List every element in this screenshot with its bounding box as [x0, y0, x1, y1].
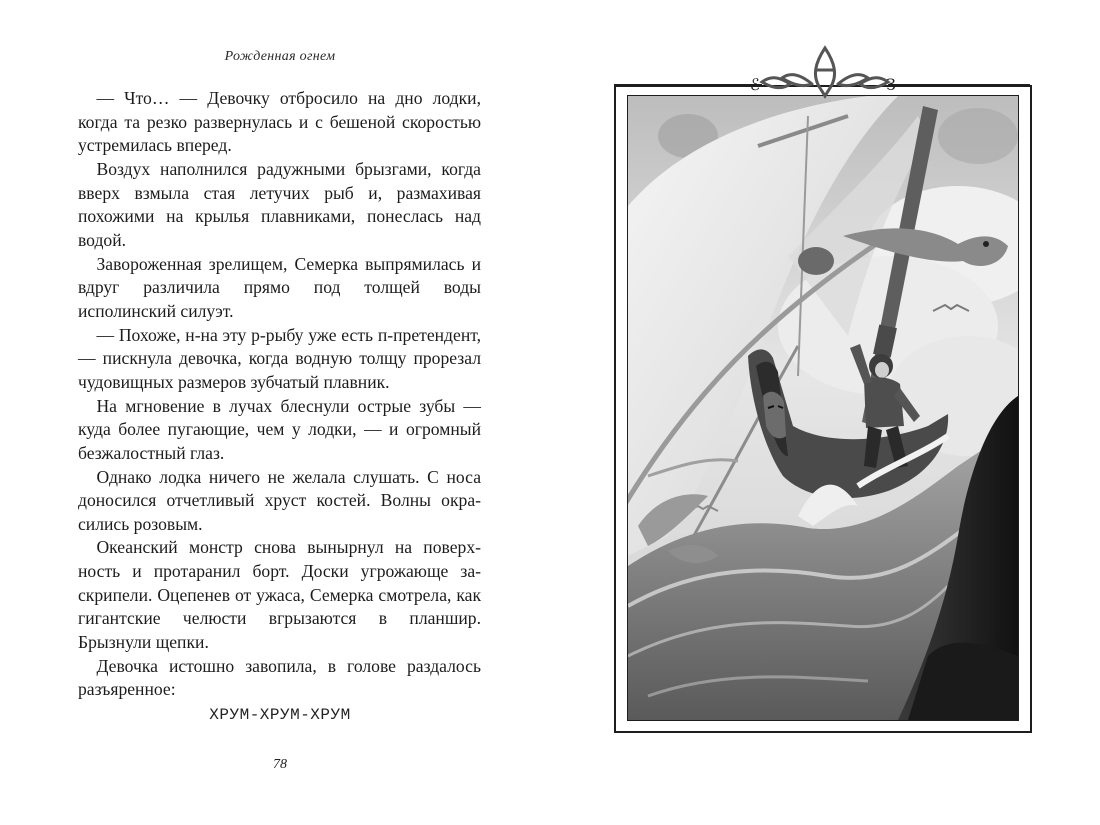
paragraph: Воздух наполнился радужными брызгами, когда вверх взмыла стая летучих рыб и, размахивая похожими на крылья плавниками, понеслась над водой.: [78, 158, 481, 250]
sound-effect-text: ХРУМ-ХРУМ-ХРУМ: [209, 706, 351, 724]
paragraph: Однако лодка ничего не желала слушать. С носа доносился отчетливый хруст костей. Волны окрасились розовым.: [78, 466, 481, 534]
celtic-ornament-icon: [550, 38, 1100, 108]
paragraph: Девочка истошно завопила, в голове раздалось разъяренное:: [78, 655, 481, 700]
illustration-image: [628, 96, 1018, 720]
illustration: [627, 95, 1019, 721]
paragraph: Океанский монстр снова вынырнул на поверхность и протаранил борт. Доски угрожающе заскрипели. Оцепенев от ужаса, Семерка смотрела, как гигантские челюсти вгрызаются в планшир. Брызнули щепки.: [78, 537, 481, 653]
paragraph: — Что… — Девочку отбросило на дно лодки, когда та резко развернулась и с бешеной скоростью устремилась вперед.: [78, 88, 481, 156]
page-number: 78: [273, 757, 287, 772]
right-page: [550, 0, 1100, 825]
svg-text:З: З: [886, 75, 896, 94]
paragraph: — Похоже, н-на эту р-рыбу уже есть п-претендент, — пискнула девочка, когда водную толщу прорезал чудовищных размеров зубчатый плавник.: [78, 324, 481, 392]
body-text: [78, 87, 481, 702]
running-head: Рожденная огнем: [224, 49, 336, 64]
paragraph: Завороженная зрелищем, Семерка выпрямилась и вдруг различила прямо под толщей воды исполинский силуэт.: [78, 253, 481, 321]
paragraph: На мгновение в лучах блеснули острые зубы — куда более пугающие, чем у лодки, — и огромный безжалостный глаз.: [78, 395, 481, 463]
svg-text:ℰ: ℰ: [750, 75, 760, 94]
